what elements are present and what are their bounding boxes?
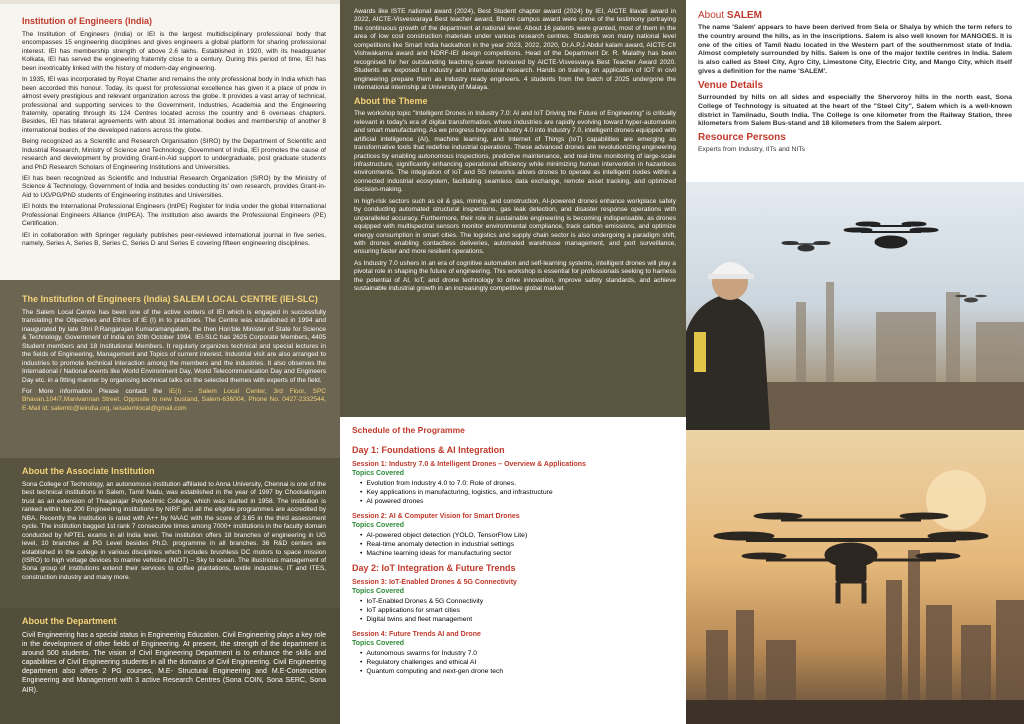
- list-item: • IoT-Enabled Drones & 5G Connectivity: [360, 597, 676, 606]
- topics-list: [352, 479, 676, 507]
- right-column: [686, 0, 1024, 724]
- session-title: Session 2: AI & Computer Vision for Smart Drones: [352, 512, 520, 520]
- drone-city-illustration: [686, 430, 1024, 724]
- associate-paragraph: Sona College of Technology, an autonomous institution affiliated to Anna University, Chennai is one of the best technical institutions in Salem, Tamil Nadu, was established in the year of 1997 by Chockalingam trust as an extension of Thiagarajar Polytechnic College, which was started in 1958. The institution is ranked within top 200 Engineering institutions by NIRF and all the eligible programmes are accredited by NBA. Recently the institution is rated with A++ by NAAC with the score of 3.65 in the third assessment cycle. The institution bagged 1st rank 7 consecutive times among 7000+ institutions in the faculty domain conducted by NPTEL exams in all India level. The institution offers 18 branches of engineering in UG level, 10 branches at PG Level besides Ph.D. programme in all branches. 36 R&D centers are established in the college in various disciplines which includes brushless DC motors to space mission (ISRO) to high voltage devices to marine vehicles (NIOT) – Sky to ocean. The illustrious management of Sona group of institutions extend their services to coffee plantations, textile industries, IT and ITES, construction industry and many more.: [22, 481, 326, 581]
- topics-label: Topics Covered: [352, 470, 404, 477]
- department-paragraph: Civil Engineering has a special status in Engineering Education. Civil Engineering plays a key role in the development of other fields of Engineering. At present, the strength of the department is around 500 students. The vision of Civil Engineering Department is to enhance the skills and capabilities of Civil Engineering students in all the domains of Civil Engineering. Civil Engineering department also offers 2 PG courses, M.E- Structural Engineering and M.E-Construction Engineering and Management with 3 active Research Centres (Sona COIN, Sona SERC, Sona AIR).: [22, 632, 326, 694]
- drone-engineer-photo: [686, 182, 1024, 430]
- info-section: [686, 0, 1024, 182]
- iei-paragraph: The Institution of Engineers (India) or IEI is the largest multidisciplinary professional body that encompasses 15 engineering disciplines and gives engineers a global platform for sharing professional interest. IEI has membership strength of above 2.6 lakhs. Established in 1920, with its headquarter Kolkata, IEI has served the engineering fraternity close to a century. During this period of time, IEI has been inextricably linked with the history of modern-day engineering.: [22, 31, 326, 72]
- contact-details: IE(I) – Salem Local Center, 3rd Floor, SPC Bhavan,104/7,Manivannan Street, Opposite to new bustand, Salem-636004, Phone No. 0427-2332544, E-Mail id: salemlc@ieindia.org, ieisalemlocal@gmail.com: [22, 387, 327, 412]
- day-label: Day 2: IoT Integration & Future Trends: [352, 563, 516, 574]
- drone-city-photo: [686, 430, 1024, 724]
- iei-paragraph: Being recognized as a Scientific and Research Organisation (SIRO) by the Department of Scientific and Industrial Research, Ministry of Science and Technology, Government of India, IEI promotes the cause of research and development by providing Grant-in-Aid support to undergraduate, post graduate students and PhD Research Scholars of Engineering Institutions and Universities.: [22, 138, 326, 171]
- list-item: • Regulatory challenges and ethical AI: [360, 658, 676, 667]
- iei-paragraph: In 1935, IEI was incorporated by Royal Charter and remains the only professional body in India which has been accorded this honour. Today, its quest for professional excellence has given it a place of pride in almost every prestigious and relevant organization across the globe. It provides a vast array of technical, professional and supporting services to the Government, Industries, Academia and the Engineering fraternity, operating through its 124 Centres located across the country and 6 overseas chapters. Besides, IEI has bilateral agreements with about 31 international bodies and membership of another 8 international bodies of the developed nations across the globe.: [22, 76, 326, 134]
- iei-paragraph: IEI has been recognized as Scientific and Industrial Research Organization (SIRO) by the Ministry of Science & Technology, Government of India and besides conducting its' own research, provides Grant-in-Aid to UG/PG/PhD students of Engineering institutes and Universities.: [22, 175, 326, 199]
- venue-paragraph: Surrounded by hills on all sides and especially the Shervoroy hills in the north east, Sona College of Technology is situated at the heart of the "Steel City", Salem which is a well-known district in Tamilnadu, South India. The College is one kilometer from the Railway Station, three kilometers from Salem Bus-stand and 18 kilometers from the Salem airport.: [698, 93, 1012, 128]
- salem-centre-contact: [22, 388, 326, 413]
- salem-centre-paragraph: The Salem Local Centre has been one of the active centers of IEI which is engaged in successfully translating the Objectives and Ethics of IE (I) in to practices. The Centre was established in 1994 and inaugurated by late Shri P.Rangarajan Kumaramangalam, the then Hon'ble Minister of State for Science & Technology, Government of India on 30th October 1994. IEI-SLC has 2625 Corporate Members, 4405 Student members and 18 Institutional Members. It regularly organizes technical and special lectures in the fields of Engineering, Management and Topics of current interest. Industrial visit are also arranged to industries to promote technical interaction among the members and the industries. It also observes the International / National events like World Environment Day, World Telecommunication Day and Engineers Day etc. in a fitting manner by organising technical talks on the selected themes with experts of the field.: [22, 309, 326, 384]
- list-item: • AI-powered object detection (YOLO, TensorFlow Lite): [360, 531, 676, 540]
- theme-section: [340, 0, 686, 417]
- topics-list: [352, 531, 676, 559]
- iei-section: [0, 0, 340, 280]
- middle-column: [340, 0, 686, 724]
- department-title: About the Department: [22, 616, 117, 626]
- iei-paragraph: IEI in collaboration with Springer regularly publishes peer-reviewed international journal in five series, namely, Series A, Series B, Series C, Series D and Series E covering fifteen engineering disciplines.: [22, 231, 326, 248]
- topics-label: Topics Covered: [352, 639, 404, 647]
- topics-list: [352, 597, 676, 625]
- session-title: Session 1: Industry 7.0 & Intelligent Drones – Overview & Applications: [352, 461, 586, 468]
- schedule-section: [340, 417, 686, 724]
- resource-title: Resource Persons: [698, 132, 786, 144]
- list-item: • Key applications in manufacturing, logistics, and infrastructure: [360, 488, 676, 497]
- topics-label: Topics Covered: [352, 521, 404, 529]
- list-item: • Quantum computing and next-gen drone tech: [360, 667, 676, 676]
- venue-title: Venue Details: [698, 79, 764, 91]
- list-item: • Evolution from Industry 4.0 to 7.0: Role of drones.: [360, 479, 676, 488]
- salem-centre-title: The Institution of Engineers (India) SALEM LOCAL CENTRE (IEI-SLC): [22, 294, 318, 304]
- salem-centre-section: [0, 280, 340, 458]
- topics-list: [352, 649, 676, 677]
- theme-paragraph: In high-risk sectors such as oil & gas, mining, and construction, AI-powered drones enhance workplace safety by conducting automated structural inspections, gas leak detection, and disaster response operations with unparalleled accuracy. Furthermore, their role in sustainable engineering is becoming indispensable, as drones equipped with multispectral sensors monitor environmental compliance, track carbon emissions, and optimize energy consumption in smart cities. The logistics and supply chain sector is also undergoing a paradigm shift, with drones enabling contactless deliveries, automated warehouse management, and port surveillance, ensuring faster and more resilient operations.: [354, 197, 676, 256]
- resource-text: Experts from Industry, IITs and NITs: [698, 146, 806, 154]
- drone-engineer-illustration: [686, 182, 1024, 430]
- list-item: • Machine learning ideas for manufacturing sector: [360, 549, 676, 558]
- list-item: • Real-time anomaly detection in industrial settings: [360, 540, 676, 549]
- iei-paragraph: IEI holds the International Professional Engineers (IntPE) Register for India under the global International Professional Engineers Alliance (IntPEA). The institution also awards the Professional Engineers (PE) Certification.: [22, 203, 326, 228]
- schedule-title: Schedule of the Programme: [352, 425, 465, 435]
- day-label: Day 1: Foundations & AI Integration: [352, 445, 505, 455]
- list-item: • Autonomous swarms for Industry 7.0: [360, 649, 676, 658]
- iei-title: Institution of Engineers (India): [22, 16, 152, 26]
- department-section: [0, 608, 340, 724]
- awards-paragraph: Awards like ISTE national award (2024), Best Student chapter award (2024) by IEI, AICTE lilavati award in 2022, AICTE-Visvesvaraya Best teacher award, Bhumi campus award were some of the testimony portraying the continuous growth of the department at national level. About 16 patents were granted, most of them in the area of low cost construction materials under various research centres. Students won many national level competitions like Smart India hackathon in the year 2023, 2022, 2020, Dr.A.P.J.Abdul kalam award, AICTE-CII Vishwakarma award and NDRF-IEI design competitions. Head of the Department Dr. R. Malathy has been recognised for her outstanding teaching career honoured by AICTE-Visvesvarya Best Teacher Award 2020. Students are exposed to industry and international research. Hands on training on application of IOT in civil engineering prepare them as industry ready engineers. 4 students from the batch of 2025 undergone the international internship at University of Malaya.: [354, 8, 676, 91]
- session-title: Session 4: Future Trends AI and Drone: [352, 630, 481, 638]
- about-salem-prefix: About: [698, 10, 727, 21]
- theme-title: About the Theme: [354, 96, 428, 107]
- about-salem-paragraph: The name 'Salem' appears to have been derived from Sela or Shalya by which the term refers to the country around the hills, as in the inscriptions. Salem is also well known for MANGOES. It is one of the cities of Tamil Nadu located in the Western part of the southernmost state of India. Almost completely surrounded by hills. Salem is one of the major textile centres in India. Salem is also called as Steel City, Agro City, Limestone City, Electric City, and Mango City, which itself gives a definition for the name 'SALEM'.: [698, 24, 1012, 76]
- list-item: • Digital twins and fleet management: [360, 615, 676, 624]
- drone-icon: [844, 222, 938, 248]
- contact-prefix: For More information Please contact the: [22, 387, 170, 395]
- theme-paragraph: The workshop topic "Intelligent Drones in Industry 7.0: AI and IoT Driving the Future of Engineering" is critically relevant in today's era of digital transformation, where industries are rapidly evolving toward hyper-automation and smart manufacturing. As we progress beyond Industry 4.0 into Industry 7.0, intelligent drones equipped with artificial intelligence (AI), machine learning, and Internet of Things (IoT) capabilities are emerging as transformative tools that redefine industrial operations. These advanced drones are revolutionizing engineering practices by enabling autonomous inspections, predictive maintenance, and real-time monitoring of large-scale infrastructure, significantly enhancing operational efficiency while minimizing human intervention in hazardous environments. The integration of IoT and 5G networks allows drones to operate as intelligent nodes within a connected industrial ecosystem, facilitating seamless data exchange, remote asset tracking, and optimized decision-making.: [354, 110, 676, 194]
- about-salem-name: SALEM: [726, 10, 762, 21]
- associate-title: About the Associate Institution: [22, 466, 155, 476]
- associate-section: [0, 458, 340, 608]
- session-title: Session 3: IoT-Enabled Drones & 5G Connectivity: [352, 579, 517, 587]
- list-item: • IoT applications for smart cities: [360, 606, 676, 615]
- list-item: • AI powered drones: [360, 497, 676, 506]
- about-salem-title: [698, 10, 1012, 21]
- left-column: [0, 0, 340, 724]
- topics-label: Topics Covered: [352, 588, 404, 596]
- theme-paragraph: As Industry 7.0 ushers in an era of cognitive automation and self-learning systems, intelligent drones will play a pivotal role in shaping the future of engineering. This workshop is essential for professionals seeking to harness the potential of AI, IoT, and drone technology to drive innovation, improve safety standards, and achieve sustainable industrial growth in an increasingly competitive global market: [354, 259, 676, 293]
